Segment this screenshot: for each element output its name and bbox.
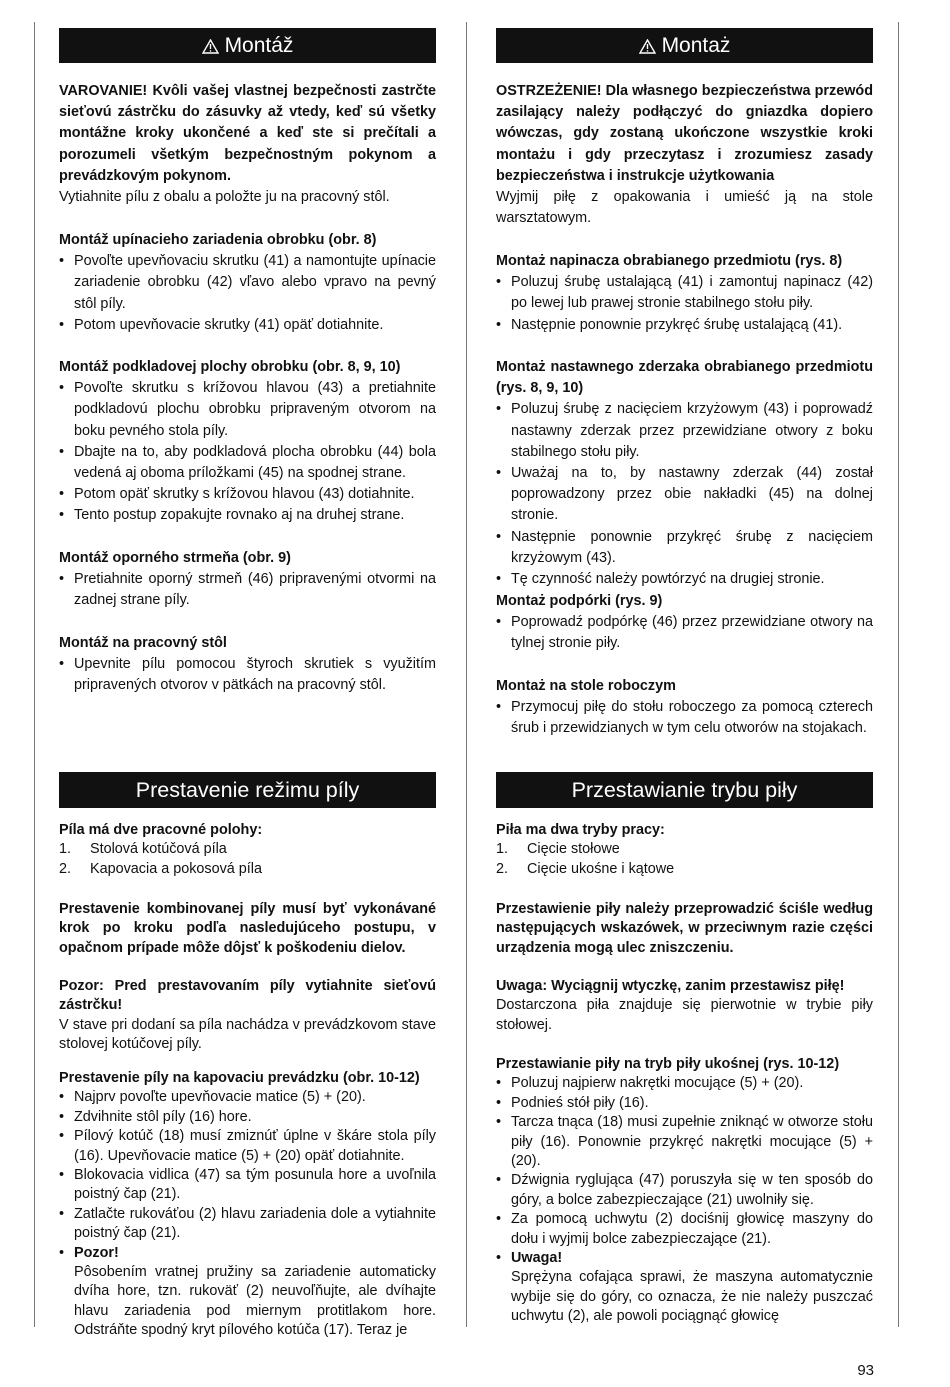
bold-note: Przestawienie piły należy przeprowadzić ściśle według następujących wskazówek, w przeciwnym razie części urządzenia mogą ulec zniszczeniu. [496,901,873,956]
list-item: 2. Cięcie ukośne i kątowe [496,860,873,879]
page-number: 93 [857,1362,874,1379]
list-item: • Poluzuj śrubę ustalającą (41) i zamontuj napinacz (42) po lewej lub prawej stronie stabilnego stołu piły. [496,272,873,314]
section-stop-pl [496,357,873,590]
section-heading: Montaż nastawnego zderzaka obrabianego przedmiotu (rys. 8, 9, 10) [496,359,873,397]
list-item: 1. Stolová kotúčová píla [59,840,436,859]
mode-steps-pl [496,1055,873,1327]
list-item: • Povoľte upevňovaciu skrutku (41) a namontujte upínacie zariadenie obrobku (42) vľavo alebo vpravo na pevný stôl píly. [59,251,436,315]
section-heading: Píla má dve pracovné polohy: [59,822,263,838]
section-heading: Montaż na stole roboczym [496,678,676,694]
list-item: • Dźwignia ryglująca (47) poruszyła się w ten sposób do góry, a bolce zabezpieczające (21) uwolniły się. [496,1171,873,1210]
list-item: • Najprv povoľte upevňovacie matice (5) + (20). [59,1088,436,1107]
section-banner-mode-pl [496,772,873,808]
banner-title: Montaż [661,34,731,57]
list-item: • Zatlačte rukováťou (2) hlavu zariadenia dole a vytiahnite poistný čap (21). [59,1205,436,1244]
list-item: • Tento postup zopakujte rovnako aj na druhej strane. [59,505,436,526]
montaz-intro-sk [59,81,436,208]
section-clamp-pl [496,251,873,336]
right-margin-rule [898,22,899,1327]
section-heading: Montáž upínacieho zariadenia obrobku (obr. 8) [59,232,377,248]
section-heading: Montaż podpórki (rys. 9) [496,593,663,609]
list-item: • Poluzuj śrubę z nacięciem krzyżowym (43) i poprowadź nastawny zderzak przez przewidziane otwory z boku stabilnego stołu piły. [496,399,873,463]
warning-text: VAROVANIE! Kvôli vašej vlastnej bezpečnosti zastrčte sieťovú zástrčku do zásuvky až vtedy, keď sú všetky montážne kroky ukončené a keď ste si prečítali a porozumeli všetkým bezpečnostným pokynom a prevádzkovým pokynom. [59,83,436,184]
list-item: 1. Cięcie stołowe [496,840,873,859]
list-item: • Pílový kotúč (18) musí zmiznúť úplne v škáre stola píly (16). Upevňovacie matice (5) + (20) opäť dotiahnite. [59,1127,436,1166]
section-workbench-pl [496,676,873,740]
list-item: • Blokovacia vidlica (47) sa tým posunula hore a uvoľnila poistný čap (21). [59,1166,436,1205]
body-text: Dostarczona piła znajduje się pierwotnie w trybie piły stołowej. [496,997,873,1033]
mode-caution-sk [59,977,436,1055]
list-item: • Tę czynność należy powtórzyć na drugiej stronie. [496,569,873,590]
section-banner-montaz-sk [59,28,436,63]
list-item: • Potom upevňovacie skrutky (41) opäť dotiahnite. [59,315,436,336]
section-heading: Montáž podkladovej plochy obrobku (obr. 8, 9, 10) [59,359,401,375]
list-item: • Za pomocą uchwytu (2) dociśnij głowicę maszyny do dołu i wyjmij bolce zabezpieczające (21). [496,1210,873,1249]
section-heading: Przestawianie piły na tryb piły ukośnej (rys. 10-12) [496,1056,840,1072]
bold-note: Prestavenie kombinovanej píly musí byť vykonávané krok po kroku podľa nasledujúceho postupu, v opačnom prípade môže dôjsť k poškodeniu dielov. [59,901,436,956]
section-banner-mode-sk [59,772,436,808]
banner-title: Przestawianie trybu piły [571,778,798,802]
list-item: • Uwaga! Sprężyna cofająca sprawi, że maszyna automatycznie wybije się do góry, co oznacza, że nie należy puszczać uchwytu (2), ale powoli pociągnąć głowicę [496,1249,873,1327]
list-item: • Povoľte skrutku s krížovou hlavou (43) a pretiahnite podkladovú plochu obrobku pripraveným otvorom na boku pevného stola píly. [59,378,436,442]
mode-warning-sk [59,900,436,958]
intro-text: Vytiahnite pílu z obalu a položte ju na pracovný stôl. [59,189,390,206]
section-heading: Piła ma dwa tryby pracy: [496,822,665,838]
list-item: • Podnieś stół piły (16). [496,1094,873,1113]
section-heading: Montáž na pracovný stôl [59,635,227,651]
caution-note: Pozor: Pred prestavovaním píly vytiahnite sieťovú zástrčku! [59,978,436,1014]
list-item: • Pozor! Pôsobením vratnej pružiny sa zariadenie automaticky dvíha hore, tzn. rukoväť (2) neuvoľňujte, ale dvíhajte hlavu zariadenia pod miernym protitlakom hore. Odstráňte spodný kryt pílového kotúča (17). Teraz je [59,1244,436,1341]
list-item: • Uważaj na to, by nastawny zderzak (44) został poprowadzony przez obie nakładki (45) na dolnej stronie. [496,463,873,527]
list-item: • Upevnite pílu pomocou štyroch skrutiek s využitím pripravených otvorov v pätkách na pracovný stôl. [59,654,436,696]
warning-triangle-icon [202,39,219,54]
section-workbench-sk [59,633,436,697]
list-item: • Poluzuj najpierw nakrętki mocujące (5) + (20). [496,1074,873,1093]
section-bracket-pl [496,591,873,655]
list-item: • Dbajte na to, aby podkladová plocha obrobku (44) bola vedená aj oboma príložkami (45) na spodnej strane. [59,442,436,484]
left-margin-rule [34,22,35,1327]
section-heading: Prestavenie píly na kapovaciu prevádzku (obr. 10-12) [59,1070,420,1086]
list-item: • Tarcza tnąca (18) musi zupełnie zniknąć w otworze stołu piły (16). Ponownie przykręć nakrętki mocujące (5) + (20). [496,1113,873,1171]
section-bracket-sk [59,548,436,612]
warning-triangle-icon [639,39,656,54]
mode-warning-pl [496,900,873,958]
montaz-intro-pl [496,81,873,229]
section-heading: Montáž oporného strmeňa (obr. 9) [59,550,291,566]
mode-positions-pl [496,821,873,879]
list-item: • Pretiahnite oporný strmeň (46) pripravenými otvormi na zadnej strane píly. [59,569,436,611]
section-banner-montaz-pl [496,28,873,63]
section-heading: Montaż napinacza obrabianego przedmiotu (rys. 8) [496,253,843,269]
list-item: • Następnie ponownie przykręć śrubę z nacięciem krzyżowym (43). [496,527,873,569]
mode-caution-pl [496,977,873,1035]
caution-note: Uwaga: Wyciągnij wtyczkę, zanim przestawisz piłę! [496,978,845,994]
warning-text: OSTRZEŻENIE! Dla własnego bezpieczeństwa przewód zasilający należy podłączyć do gniazdka dopiero wówczas, gdy zostaną ukończone wszystkie kroki montażu i gdy przeczytasz i zrozumiesz zasady bezpieczeństwa i instrukcje użytkowania [496,83,873,184]
list-item: 2. Kapovacia a pokosová píla [59,860,436,879]
list-item: • Przymocuj piłę do stołu roboczego za pomocą czterech śrub i przewidzianych w tym celu otworów na stojakach. [496,697,873,739]
list-item: • Następnie ponownie przykręć śrubę ustalającą (41). [496,315,873,336]
list-item: • Zdvihnite stôl píly (16) hore. [59,1108,436,1127]
body-text: V stave pri dodaní sa píla nachádza v prevádzkovom stave stolovej kotúčovej píly. [59,1016,436,1053]
center-rule [466,22,467,1327]
mode-positions-sk [59,821,436,879]
intro-text: Wyjmij piłę z opakowania i umieść ją na stole warsztatowym. [496,189,873,227]
section-support-surface-sk [59,357,436,527]
banner-title: Prestavenie režimu píly [135,778,360,802]
mode-steps-sk [59,1069,436,1341]
section-clamp-sk [59,230,436,336]
list-item: • Poprowadź podpórkę (46) przez przewidziane otwory na tylnej stronie piły. [496,612,873,654]
banner-title: Montáž [224,34,294,57]
list-item: • Potom opäť skrutky s krížovou hlavou (43) dotiahnite. [59,484,436,505]
